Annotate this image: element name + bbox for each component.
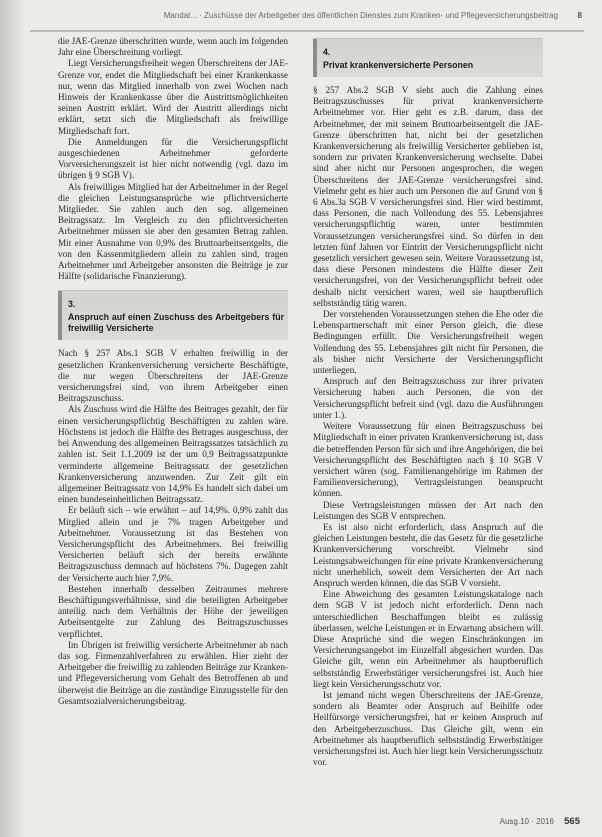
paragraph: Ist jemand nicht wegen Überschreitens der JAE-Grenze, sondern als Beamter oder Anspruch auf Beihilfe oder Heilfürsorge versicherungsfrei, hat er keinen Anspruch auf den Arbeitgeberzuschuss. Das Gleiche gilt, wenn ein Arbeitnehmer als hauptberuflich selbstständig Erwerbstätiger versicherungsfrei ist. Auch hier liegt kein Versicherungsschutz vor. [313,689,543,768]
right-column [313,36,543,768]
paragraph: Als Zuschuss wird die Hälfte des Beitrages gezahlt, der für einen versicherungspflichtig Beschäftigten zu zahlen wäre. Höchstens ist jedoch die Hälfte des Betrages ausgeschuss, der bei Anwendung des allgemeinen Beitragssatzes tatsächlich zu zahlen ist. Seit 1.1.2009 ist der um 0,9 Beitragssatzpunkte verminderte allgemeine Beitragssatz der gesetzlichen Krankenversicherung anzuwenden. Zur Zeit gilt ein allgemeiner Beitragssatz von 14,9% Es handelt sich dabei um einen bundeseinheitlichen Beitragssatz. [58,404,288,505]
running-header [30,8,584,32]
section-title: Privat krankenversicherte Personen [323,60,474,70]
paragraph: Die Anmeldungen für die Versicherungspflicht ausgeschiedenen Arbeitnehmer geforderte Vorversicherungszeit ist hier nicht notwendig (vgl. dazu im übrigen § 9 SGB V). [58,136,288,181]
section-heading-4 [313,38,543,77]
paragraph: Als freiwilliges Mitglied hat der Arbeitnehmer in der Regel die gleichen Leistungsansprüche wie pflichtversicherte Mitglieder. Sie zahlen auch den sog. allgemeinen Beitragssatz. Im Vergleich zu den pflichtversicherten Arbeitnehmer müssen sie aber den gesamten Betrag zahlen. Mit einer Ausnahme von 0,9% des Bruttoarbeitsentgelts, die von den Kassenmitgliedern allein zu zahlen sind, tragen Arbeitnehmer und Arbeitgeber ansonsten die Beiträge je zur Hälfte (solidarische Finanzierung). [58,181,288,282]
paragraph: Er beläuft sich – wie erwähnt – auf 14,9%. 0,9% zahlt das Mitglied allein und je 7% tragen Arbeitgeber und Arbeitnehmer. Voraussetzung ist das Bestehen von Versicherungspflicht des Arbeitnehmers. Bei freiwillig Versicherten beläuft sich der bereits erwähnte Beitragszuschuss demnach auf höchstens 7%. Dagegen zahlt der Versicherte auch hier 7,9%. [58,505,288,583]
paragraph: Bestehen innerhalb desselben Zeitraumes mehrere Beschäftigungsverhältnisse, sind die beteiligten Arbeitgeber anteilig nach dem Verhältnis der Höhe der jeweiligen Arbeitsentgelte zur Zahlung des Beitragszuschusses verpflichtet. [58,583,288,639]
paragraph: Im Übrigen ist freiwillig versicherte Arbeitnehmer ab nach das sog. Firmenzahlverfahren zu erwählen. Hier zieht der Arbeitgeber die freiwillig zu zahlenden Beiträge zur Kranken- und Pflegeversicherung vom Gehalt des Betroffenen ab und überweist die Beiträge an die zuständige Einzugsstelle für den Gesamtsozialversicherungsbeitrag. [58,639,288,706]
section-heading-3 [58,290,288,340]
paragraph: Weitere Voraussetzung für einen Beitragszuschuss bei Mitgliedschaft in einer privaten Krankenversicherung ist, dass die betreffenden Person für sich und ihre Angehörigen, die bei Versicherungspflicht des Beschäftigten nach § 10 SGB V versichert wären (sog. Familienangehörige im Rahmen der Familienversicherung), Vertragsleistungen beansprucht können. [313,421,543,499]
running-title: Mandat... · Zuschüsse der Arbeitgeber des öffentlichen Dienstes zum Kranken- und Pflegeversicherungsbeitrag [163,11,558,20]
paragraph: Nach § 257 Abs.1 SGB V erhalten freiwillig in der gesetzlichen Krankenversicherung versicherte Beschäftigte, die nur wegen Überschreitens der JAE-Grenze versicherungsfrei sind, von ihrem Arbeitgeber einen Beitragszuschuss. [58,348,288,404]
paragraph: Anspruch auf den Beitragszuschuss zur ihrer privaten Versicherung haben auch Personen, die von der Versicherungspflicht befreit sind (vgl. dazu die Ausführungen unter 1.). [313,376,543,420]
footer-page-number: 565 [564,816,580,827]
issue-label: Ausg.10 · 2016 [499,817,554,826]
page-footer [500,816,580,827]
paragraph: § 257 Abs.2 SGB V sieht auch die Zahlung eines Beitragszuschusses für privat krankenversicherte Arbeitnehmer vor. Hier geht es z.B. darum, dass der Arbeitnehmer, der mit seinem Bruttoarbeitsentgelt die JAE-Grenze überschritten hat, nicht bei der gesetzlichen Krankenversicherung als freiwillig Versicherter geblieben ist, sondern zur privaten Krankenversicherung wechselte. Dabei sind aber nicht nur Personen angesprochen, die wegen Überschreitens der JAE-Grenze versicherungsfrei sind. Vielmehr geht es hier auch um Personen die auf Grund von § 6 Abs.3a SGB V versicherungsfrei sind. Hier wird bestimmt, dass Personen, die nach Vollendung des 55. Lebensjahres versicherungspflichtig waren, unter bestimmten Voraussetzungen versicherungsfrei sind. So dürfen in den letzten fünf Jahren vor Eintritt der Versicherungspflicht nicht gesetzlich versichert gewesen sein. Weitere Voraussetzung ist, dass diese Personen mindestens die Hälfte dieser Zeit versicherungsfrei, von der Versicherungspflicht befreit oder deshalb nicht versichert waren, weil sie hauptberuflich selbstständig tätig waren. [313,85,543,308]
section-number: 3. [68,299,76,310]
header-page-number: 8 [577,11,582,20]
paragraph: Liegt Versicherungsfreiheit wegen Überschreitens der JAE-Grenze vor, endet die Mitgliedschaft bei einer Krankenkasse nur, wenn das Mitglied innerhalb von zwei Wochen nach Hinweis der Krankenkasse über die Austrittsmöglichkeiten seinen Austritt erklärt. Wird der Austritt allerdings nicht erklärt, setzt sich die Mitgliedschaft als freiwillige Mitgliedschaft fort. [58,58,288,136]
paragraph: Der vorstehenden Voraussetzungen stehen die Ehe oder die Lebenspartnerschaft mit einer Person gleich, die diese Bedingungen erfüllt. Die Versicherungsfreiheit wegen Vollendung des 55. Lebensjahres gilt nicht für Personen, die als bisher nicht Versicherte der Versicherungspflicht unterliegen. [313,309,543,376]
paragraph: Eine Abweichung des gesamten Leistungskataloge nach dem SGB V ist jedoch nicht erforderlich. Denn nach unterschiedlichen Beschaffungen bleibt es zulässig überlassen, welche Leistungen er in Erwartung absichern will. Diese Ansprüche sind die wegen Einschränkungen im Versicherungsangebot im Einzelfall abgesichert wurden. Das Gleiche gilt, wenn ein Arbeitnehmer als hauptberuflich selbstständig Erwerbstätiger versicherungsfrei ist. Auch hier liegt kein Versicherungsschutz vor. [313,589,543,689]
section-number: 4. [323,47,331,57]
binding-shadow [0,0,26,837]
paragraph: Es ist also nicht erforderlich, dass Anspruch auf die gleichen Leistungen besteht, die das Gesetz für die gesetzliche Krankenversicherung vorschreibt. Vielmehr sind Leistungsabweichungen für eine private Krankenversicherung nicht unerheblich, soweit dem Versicherten der Art nach Anspruch werden können, die das SGB V vorsieht. [313,521,543,588]
section-title: Anspruch auf einen Zuschuss des Arbeitgebers für freiwillig Versicherte [68,312,284,334]
paragraph: Diese Vertragsleistungen müssen der Art nach den Leistungen des SGB V entsprechen. [313,499,543,521]
left-column [58,36,288,707]
paragraph: die JAE-Grenze überschritten wurde, wenn auch im folgenden Jahr eine Überschreitung vorliegt. [58,36,288,58]
